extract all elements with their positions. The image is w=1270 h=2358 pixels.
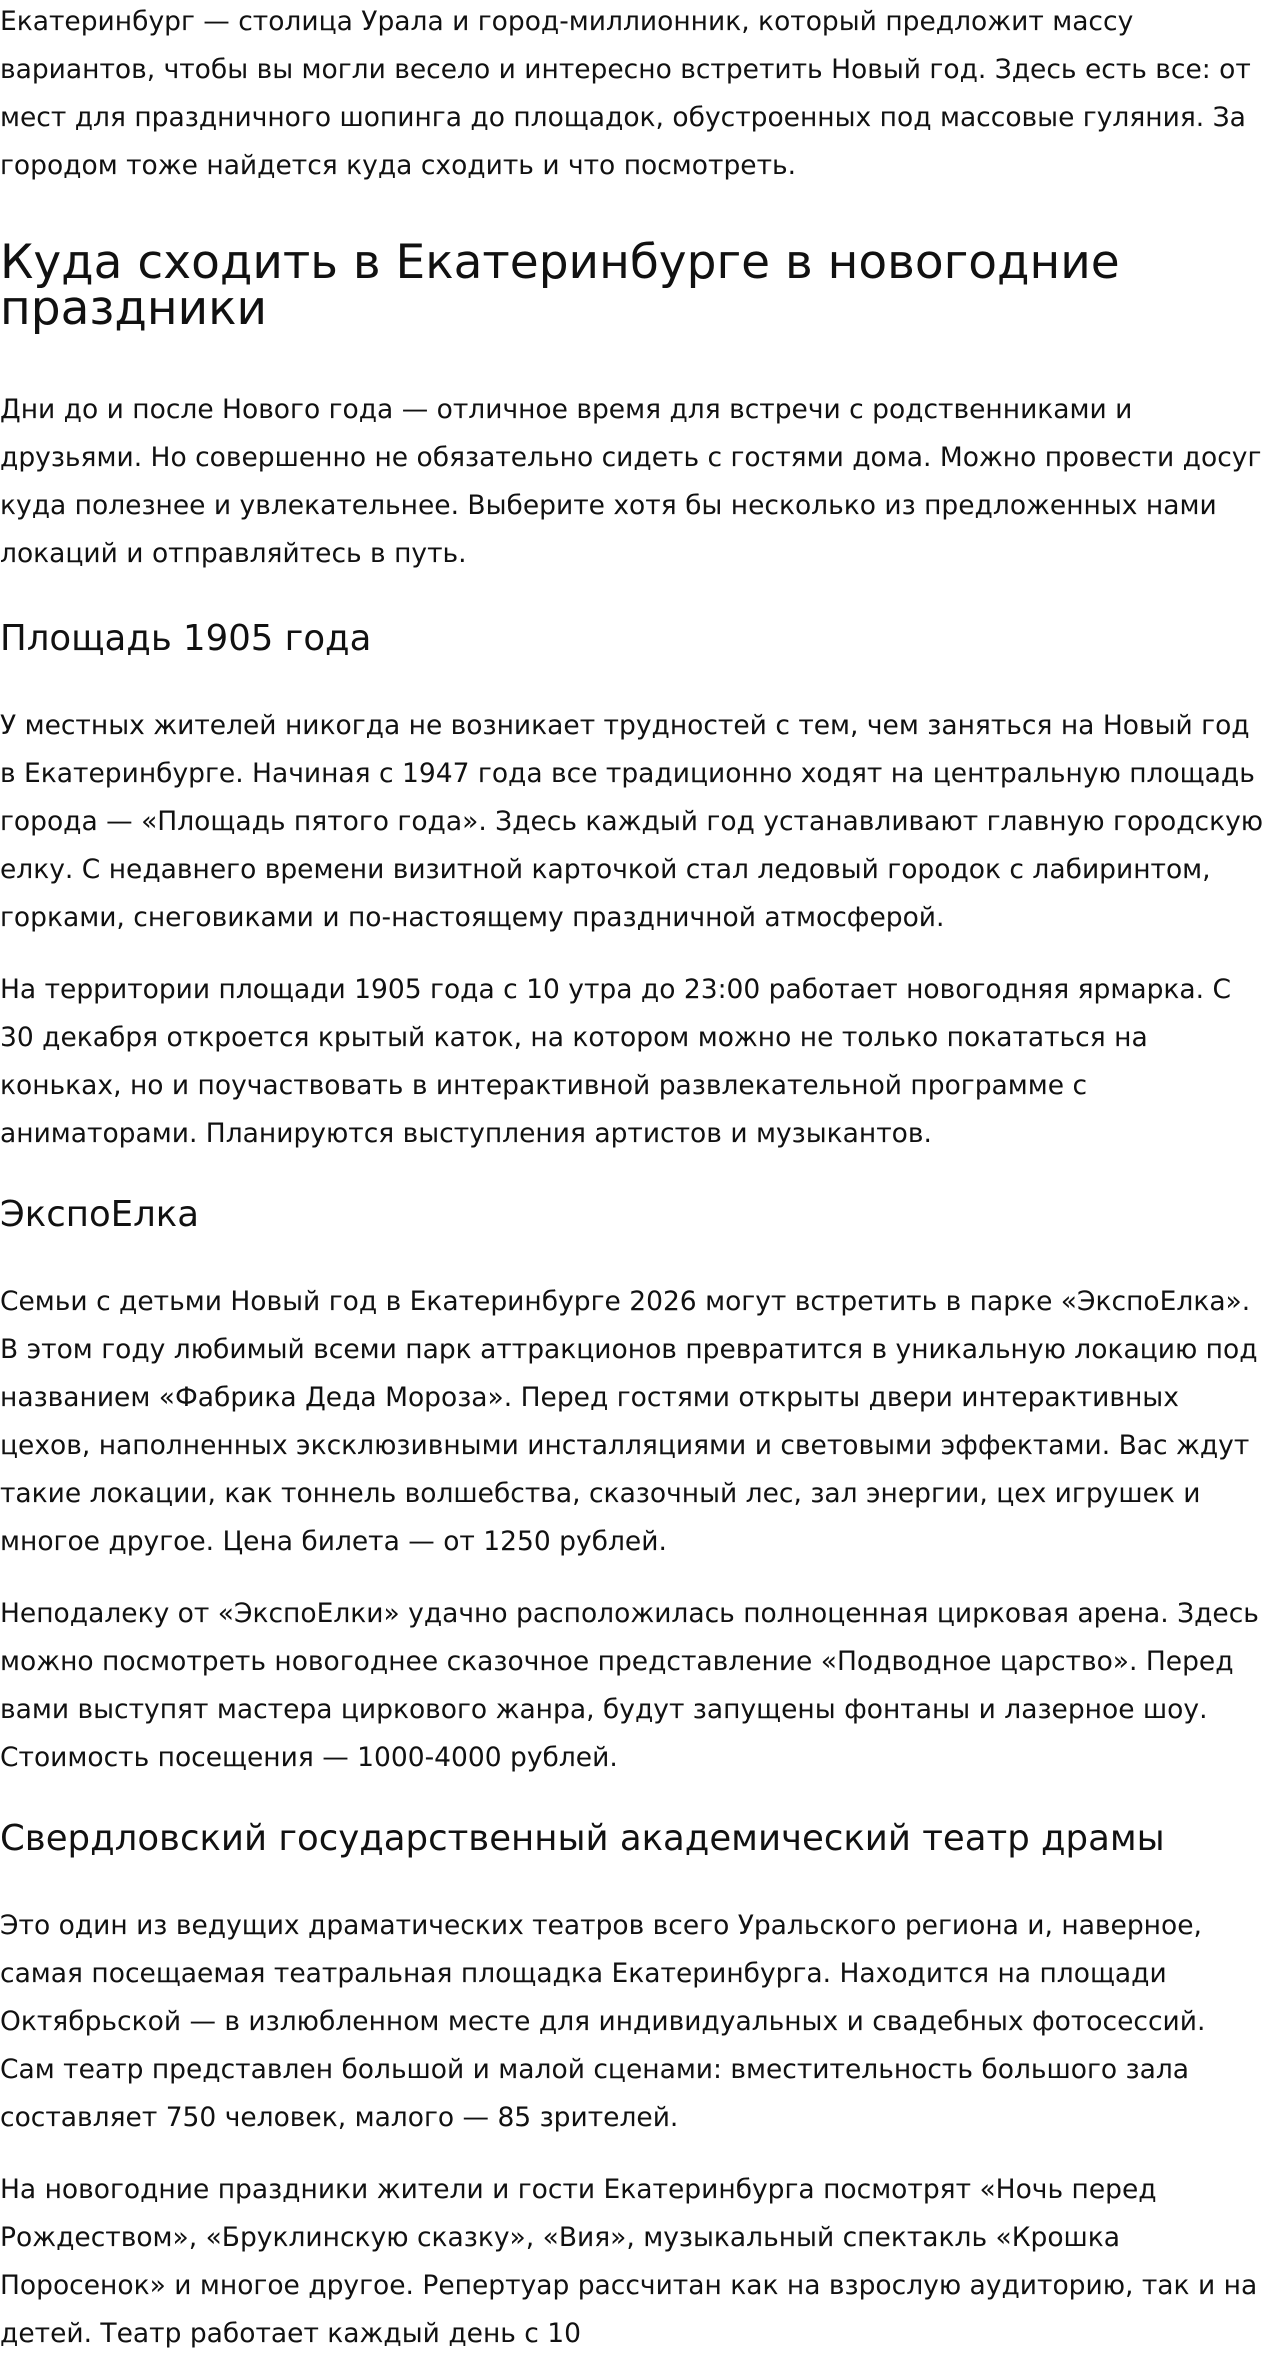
section-paragraph: Это один из ведущих драматических театров всего Уральского региона и, наверное, самая посещаемая театральная площадка Екатеринбурга. Находится на площади Октябрьской — в излюбленном месте для индивидуальных и свадебных фотосессий. Сам театр представлен большой и малой сценами: вместительность большого зала составляет 750 человек, малого — 85 зрителей. — [0, 1910, 1206, 2133]
main-paragraph: Дни до и после Нового года — отличное время для встречи с родственниками и друзьями. Но совершенно не обязательно сидеть с гостями дома. Можно провести досуг куда полезнее и увлекательнее. Выберите хотя бы несколько из предложенных нами локаций и отправляйтесь в путь. — [0, 394, 1262, 569]
section-paragraph: На новогодние праздники жители и гости Екатеринбурга посмотрят «Ночь перед Рождеством», «Бруклинскую сказку», «Вия», музыкальный спектакль «Крошка Поросенок» и многое другое. Репертуар рассчитан как на взрослую аудиторию, так и на детей. Театр работает каждый день с 10 — [0, 2174, 1258, 2349]
section-paragraph: Семьи с детьми Новый год в Екатеринбурге 2026 могут встретить в парке «ЭкспоЕлка». В этом году любимый всеми парк аттракционов превратится в уникальную локацию под названием «Фабрика Деда Мороза». Перед гостями открыты двери интерактивных цехов, наполненных эксклюзивными инсталляциями и световыми эффектами. Вас ждут такие локации, как тоннель волшебства, сказочный лес, зал энергии, цех игрушек и многое другое. Цена билета — от 1250 рублей. — [0, 1286, 1258, 1557]
section-heading-theatre: Свердловский государственный академический театр драмы — [0, 1818, 1165, 1859]
section-heading-ploshchad: Площадь 1905 года — [0, 618, 372, 659]
intro-paragraph: Екатеринбург — столица Урала и город-миллионник, который предложит массу вариантов, чтобы вы могли весело и интересно встретить Новый год. Здесь есть все: от мест для праздничного шопинга до площадок, обустроенных под массовые гуляния. За городом тоже найдется куда сходить и что посмотреть. — [0, 6, 1251, 181]
main-heading: Куда сходить в Екатеринбурге в новогодние праздники — [0, 235, 1120, 336]
section-paragraph: Неподалеку от «ЭкспоЕлки» удачно расположилась полноценная цирковая арена. Здесь можно посмотреть новогоднее сказочное представление «Подводное царство». Перед вами выступят мастера циркового жанра, будут запущены фонтаны и лазерное шоу. Стоимость посещения — 1000-4000 рублей. — [0, 1598, 1259, 1773]
section-paragraph: На территории площади 1905 года с 10 утра до 23:00 работает новогодняя ярмарка. С 30 декабря откроется крытый каток, на котором можно не только покататься на коньках, но и поучаствовать в интерактивной развлекательной программе с аниматорами. Планируются выступления артистов и музыкантов. — [0, 974, 1231, 1149]
section-heading-expoelka: ЭкспоЕлка — [0, 1194, 199, 1235]
section-paragraph: У местных жителей никогда не возникает трудностей с тем, чем заняться на Новый год в Екатеринбурге. Начиная с 1947 года все традиционно ходят на центральную площадь города — «Площадь пятого года». Здесь каждый год устанавливают главную городскую елку. С недавнего времени визитной карточкой стал ледовый городок с лабиринтом, горками, снеговиками и по-настоящему праздничной атмосферой. — [0, 710, 1264, 933]
